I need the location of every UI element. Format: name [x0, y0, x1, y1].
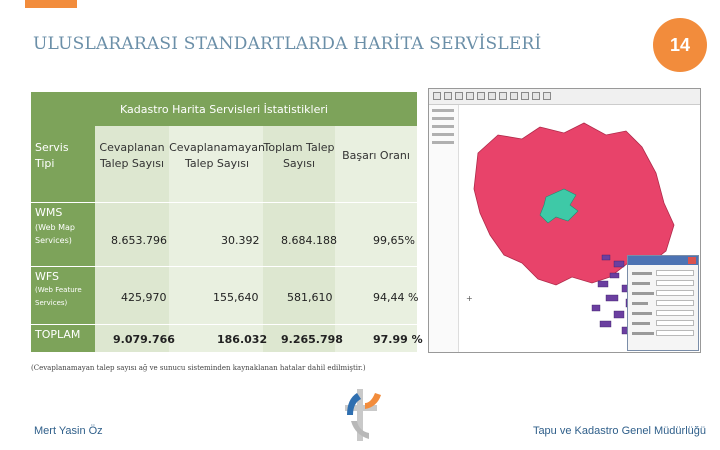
- toolbar-settings-icon[interactable]: [543, 92, 551, 100]
- cell-total-success: 97.99 %: [373, 333, 423, 346]
- feature-info-dialog: [627, 255, 699, 351]
- header-answered: Cevaplanan Talep Sayısı: [99, 141, 165, 170]
- cell-wfs-success: 94,44 %: [373, 291, 419, 304]
- toolbar-layer-icon[interactable]: [521, 92, 529, 100]
- layers-panel: [429, 105, 459, 352]
- crosshair-icon: +: [466, 294, 473, 303]
- tkgm-logo-icon: [335, 385, 387, 447]
- layer-item[interactable]: [432, 125, 454, 128]
- table-footnote: (Cevaplanamayan talep sayısı ağ ve sunucu sisteminden kaynaklanan hatalar dahil edilmiştir.): [31, 364, 366, 372]
- toolbar-save-icon[interactable]: [444, 92, 452, 100]
- row-type-wms: WMS: [35, 206, 63, 219]
- cell-wfs-unanswered: 155,640: [213, 291, 259, 304]
- footer-author: Mert Yasin Öz: [34, 425, 103, 437]
- dialog-field[interactable]: [656, 270, 694, 276]
- row-type-cell-total: [31, 325, 95, 352]
- top-accent-bar: [25, 0, 77, 8]
- cell-wms-success: 99,65%: [373, 234, 415, 247]
- cell-total-unanswered: 186.032: [217, 333, 268, 346]
- dialog-field[interactable]: [656, 330, 694, 336]
- footer-organization: Tapu ve Kadastro Genel Müdürlüğü: [532, 425, 706, 437]
- toolbar-pan-icon[interactable]: [455, 92, 463, 100]
- dialog-row: [632, 302, 648, 305]
- dialog-row: [632, 272, 652, 275]
- dialog-field[interactable]: [656, 290, 694, 296]
- dialog-field[interactable]: [656, 300, 694, 306]
- toolbar-zoom-out-icon[interactable]: [477, 92, 485, 100]
- close-icon[interactable]: [688, 257, 696, 264]
- table-caption: Kadastro Harita Servisleri İstatistikleri: [31, 92, 417, 126]
- statistics-table: [31, 92, 423, 352]
- header-type-label: Servis Tipi: [35, 141, 69, 170]
- dialog-field[interactable]: [656, 320, 694, 326]
- dialog-row: [632, 282, 650, 285]
- layer-item[interactable]: [432, 117, 454, 120]
- table-body: [31, 126, 423, 352]
- header-unanswered: Cevaplanamayan Talep Sayısı: [169, 141, 265, 170]
- header-success: Başarı Oranı: [342, 149, 410, 162]
- toolbar-refresh-icon[interactable]: [532, 92, 540, 100]
- dialog-row: [632, 292, 654, 295]
- layer-item[interactable]: [432, 133, 454, 136]
- cell-total-answered: 9.079.766: [113, 333, 175, 346]
- row-type-cell-wms: [31, 203, 95, 266]
- cell-wms-answered: 8.653.796: [111, 234, 167, 247]
- row-type-sub-wms: (Web Map Services): [35, 223, 75, 245]
- header-total: Toplam Talep Sayısı: [263, 141, 335, 170]
- cell-wfs-total: 581,610: [287, 291, 333, 304]
- map-toolbar: [429, 89, 700, 105]
- toolbar-zoom-in-icon[interactable]: [466, 92, 474, 100]
- header-type-cell: [31, 126, 95, 202]
- row-type-sub-wfs: (Web Feature Services): [35, 286, 82, 307]
- layer-item[interactable]: [432, 141, 454, 144]
- toolbar-select-icon[interactable]: [499, 92, 507, 100]
- cell-wfs-answered: 425,970: [121, 291, 167, 304]
- dialog-row: [632, 322, 650, 325]
- cell-wms-total: 8.684.188: [281, 234, 337, 247]
- row-type-cell-wfs: [31, 267, 95, 324]
- layer-item[interactable]: [432, 109, 454, 112]
- cell-total-total: 9.265.798: [281, 333, 343, 346]
- row-type-total: TOPLAM: [35, 328, 81, 341]
- toolbar-identify-icon[interactable]: [488, 92, 496, 100]
- cell-wms-unanswered: 30.392: [221, 234, 260, 247]
- toolbar-open-icon[interactable]: [433, 92, 441, 100]
- slide-title: ULUSLARARASI STANDARTLARDA HARİTA SERVİSLERİ: [33, 34, 542, 54]
- dialog-row: [632, 332, 654, 335]
- dialog-row: [632, 312, 652, 315]
- page-number-badge: 14: [653, 18, 707, 72]
- gis-map-window: [428, 88, 701, 353]
- dialog-field[interactable]: [656, 310, 694, 316]
- dialog-field[interactable]: [656, 280, 694, 286]
- row-type-wfs: WFS: [35, 270, 59, 283]
- toolbar-measure-icon[interactable]: [510, 92, 518, 100]
